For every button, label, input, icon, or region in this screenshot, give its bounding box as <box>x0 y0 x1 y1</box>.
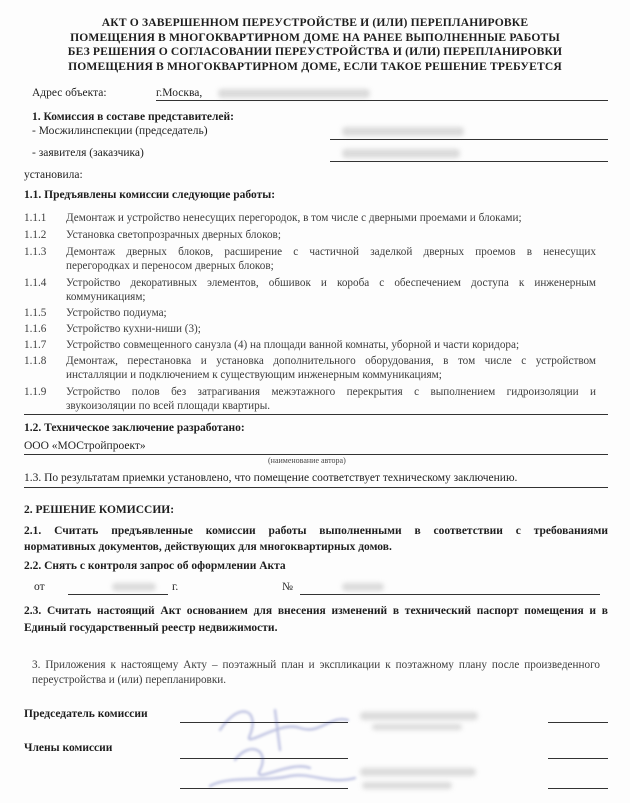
chairman-label: Председатель комиссии <box>24 708 148 720</box>
address-underline <box>156 100 608 101</box>
tech-heading: 1.2. Техническое заключение разработано: <box>24 422 245 434</box>
year-suffix: г. <box>172 581 179 593</box>
decision-p21: 2.1. Считать предъявленные комиссии работы выполненными в соответствии с требованиями <box>24 525 608 537</box>
work-number: 1.1.9 <box>24 386 47 398</box>
work-text: Демонтаж и устройство ненесущих перегородок, в том числе с дверными проемами и блоками; <box>66 212 522 224</box>
work-text: коммуникациям; <box>66 291 146 303</box>
redacted-number <box>342 583 384 591</box>
decision-heading: 2. РЕШЕНИЕ КОМИССИИ: <box>24 504 175 516</box>
result-paragraph: 1.3. По результатам приемки установлено, что помещение соответствует техническому заключению. <box>24 472 518 484</box>
work-number: 1.1.8 <box>24 355 47 367</box>
members-label: Члены комиссии <box>24 742 113 754</box>
works-underline <box>24 414 608 415</box>
handwritten-signatures <box>180 690 380 800</box>
work-text: Устройство совмещенного санузла (4) на площади ванной комнаты, уборной и части коридора; <box>66 339 520 351</box>
decision-p21: нормативных документов, действующих для многоквартирных домов. <box>24 541 392 553</box>
redacted-address <box>218 89 370 98</box>
decision-p23: 2.3. Считать настоящий Акт основанием для внесения изменений в технический паспорт помещения и в <box>24 605 608 617</box>
work-text: звукоизоляции по всей площади квартиры. <box>66 400 271 412</box>
work-number: 1.1.4 <box>24 277 47 289</box>
work-text: перегородках и переносом дверных блоков; <box>66 260 274 272</box>
member2-underline <box>330 161 608 162</box>
commission-member-inspection: - Мосжилинспекции (председатель) <box>32 125 208 137</box>
result-underline <box>24 487 608 488</box>
redacted-date <box>112 583 156 591</box>
member-date-line-1 <box>548 758 608 759</box>
work-number: 1.1.5 <box>24 307 47 319</box>
work-text: инсталляции и подключением к существующим инженерным коммуникациям; <box>66 369 442 381</box>
tech-author: ООО «МОСтройпроект» <box>24 440 146 452</box>
date-underline <box>68 594 168 595</box>
work-number: 1.1.6 <box>24 323 47 335</box>
works-heading: 1.1. Предъявлены комиссии следующие работы: <box>24 189 276 201</box>
work-number: 1.1.3 <box>24 246 47 258</box>
decision-p22: 2.2. Снять с контроля запрос об оформлении Акта <box>24 560 286 572</box>
work-number: 1.1.1 <box>24 212 47 224</box>
work-text: Демонтаж дверных блоков, расширение с частичной заделкой дверных проемов в ненесущих <box>66 246 596 258</box>
work-number: 1.1.2 <box>24 229 47 241</box>
established-label: установила: <box>24 169 83 181</box>
title-line: ПОМЕЩЕНИЯ В МНОГОКВАРТИРНОМ ДОМЕ НА РАНЕЕ ВЫПОЛНЕННЫЕ РАБОТЫ <box>70 30 560 44</box>
decision-p23: Единый государственный реестр недвижимости. <box>24 622 278 634</box>
redacted-applicant-name <box>342 149 460 158</box>
redacted-chairman-name <box>342 127 464 136</box>
work-text: Устройство подиума; <box>66 307 167 319</box>
member1-underline <box>330 139 608 140</box>
work-text: Устройство декоративных элементов, обшивок и короба с обеспечением доступа к инженерным <box>66 277 596 289</box>
appendix-text: переустройства и (или) перепланировки. <box>32 674 227 686</box>
title-line: АКТ О ЗАВЕРШЕННОМ ПЕРЕУСТРОЙСТВЕ И (ИЛИ) ПЕРЕПЛАНИРОВКЕ <box>101 16 529 29</box>
address-label: Адрес объекта: <box>32 87 107 99</box>
work-text: Установка светопрозрачных дверных блоков; <box>66 229 281 241</box>
title-line: ПОМЕЩЕНИЯ В МНОГОКВАРТИРНОМ ДОМЕ, ЕСЛИ ТАКОЕ РЕШЕНИЕ ТРЕБУЕТСЯ <box>68 59 562 73</box>
work-text: Устройство кухни-ниши (3); <box>66 323 201 335</box>
redacted-chairman-position <box>372 724 462 730</box>
number-underline <box>300 594 600 595</box>
address-city: г.Москва, <box>156 87 203 99</box>
author-caption: (наименование автора) <box>268 456 346 465</box>
chairman-date-line <box>548 722 608 723</box>
work-text: Устройство полов без затрагивания межэтажного перекрытия с выполнением гидроизоляции и <box>66 386 596 398</box>
commission-heading: 1. Комиссия в составе представителей: <box>32 111 234 123</box>
work-text: Демонтаж, перестановка и установка дополнительного оборудования, в том числе с устройством <box>66 355 596 367</box>
author-underline <box>24 454 608 455</box>
commission-member-applicant: - заявителя (заказчика) <box>32 147 144 159</box>
title-line: БЕЗ РЕШЕНИЯ О СОГЛАСОВАНИИ ПЕРЕУСТРОЙСТВА И (ИЛИ) ПЕРЕПЛАНИРОВКИ <box>67 45 563 58</box>
number-sign: № <box>282 581 293 593</box>
document-title <box>0 16 630 74</box>
appendix-text: 3. Приложения к настоящему Акту – поэтажный план и экспликации к поэтажному плану после произведенного <box>32 659 600 671</box>
from-label: от <box>34 581 45 593</box>
member-date-line-2 <box>548 788 608 789</box>
work-number: 1.1.7 <box>24 339 47 351</box>
